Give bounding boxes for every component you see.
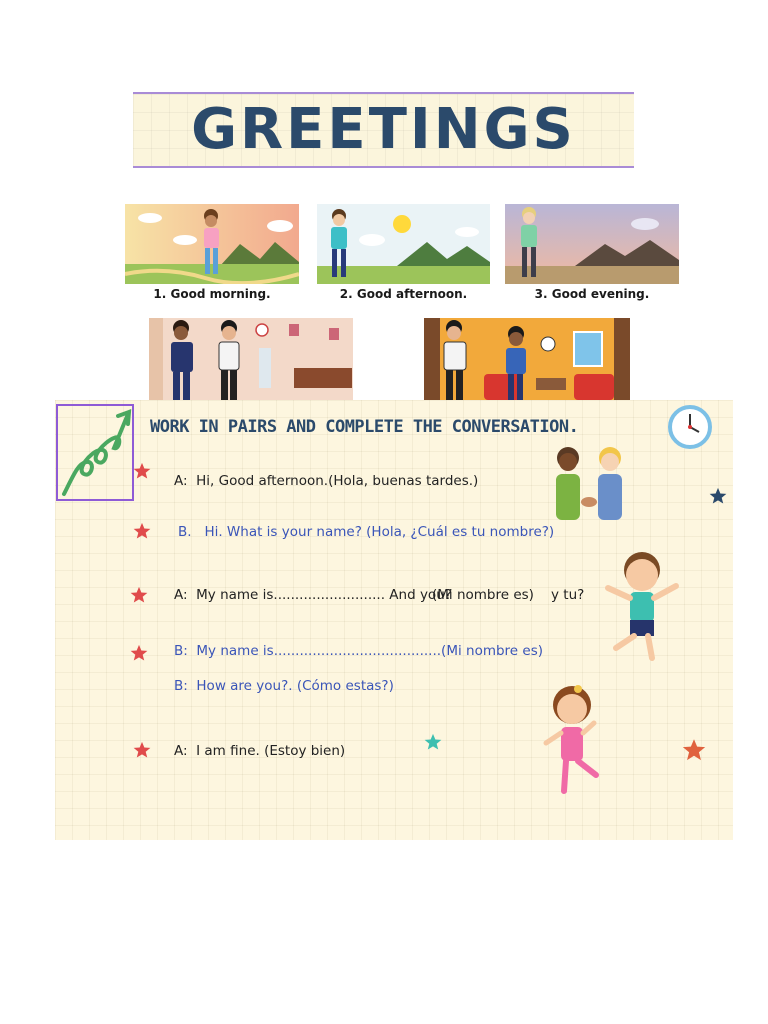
scene-office <box>149 318 353 400</box>
spiral-arrow-icon <box>56 404 134 501</box>
conversation-line-3-extra: y tu? <box>551 587 585 603</box>
star-icon <box>709 487 727 505</box>
star-icon <box>130 644 148 662</box>
star-icon <box>130 586 148 604</box>
title-banner <box>133 92 634 168</box>
scene-living-room <box>424 318 630 400</box>
star-icon <box>133 462 151 480</box>
page-title: GREETINGS <box>191 97 576 162</box>
conversation-line-5: B: How are you?. (Cómo estas?) <box>174 678 394 694</box>
conversation-line-4: B: My name is.......................................(Mi nombre es) <box>174 643 544 659</box>
star-icon <box>424 733 442 751</box>
scene-good-afternoon <box>317 204 490 284</box>
handshake-illustration <box>548 444 630 526</box>
star-icon <box>133 741 151 759</box>
conversation-line-3: A: My name is.......................... And you? <box>174 587 452 603</box>
clock-icon <box>667 403 713 451</box>
caption-good-evening: 3. Good evening. <box>534 287 650 301</box>
conversation-line-2: B. Hi. What is your name? (Hola, ¿Cuál es tu nombre?) <box>178 524 555 540</box>
star-icon <box>682 738 706 762</box>
caption-good-afternoon: 2. Good afternoon. <box>339 287 468 301</box>
scene-good-morning <box>125 204 299 284</box>
conversation-line-6: A: I am fine. (Estoy bien) <box>174 743 346 759</box>
star-icon <box>133 522 151 540</box>
conversation-line-3-translation: (Mi nombre es) <box>432 587 534 603</box>
worksheet-heading: WORK IN PAIRS AND COMPLETE THE CONVERSATION. <box>150 417 579 437</box>
conversation-line-1: A: Hi, Good afternoon.(Hola, buenas tardes.) <box>174 473 479 489</box>
scene-good-evening <box>505 204 679 284</box>
caption-good-morning: 1. Good morning. <box>153 287 271 301</box>
boy-illustration <box>600 550 682 665</box>
girl-illustration <box>542 683 602 798</box>
